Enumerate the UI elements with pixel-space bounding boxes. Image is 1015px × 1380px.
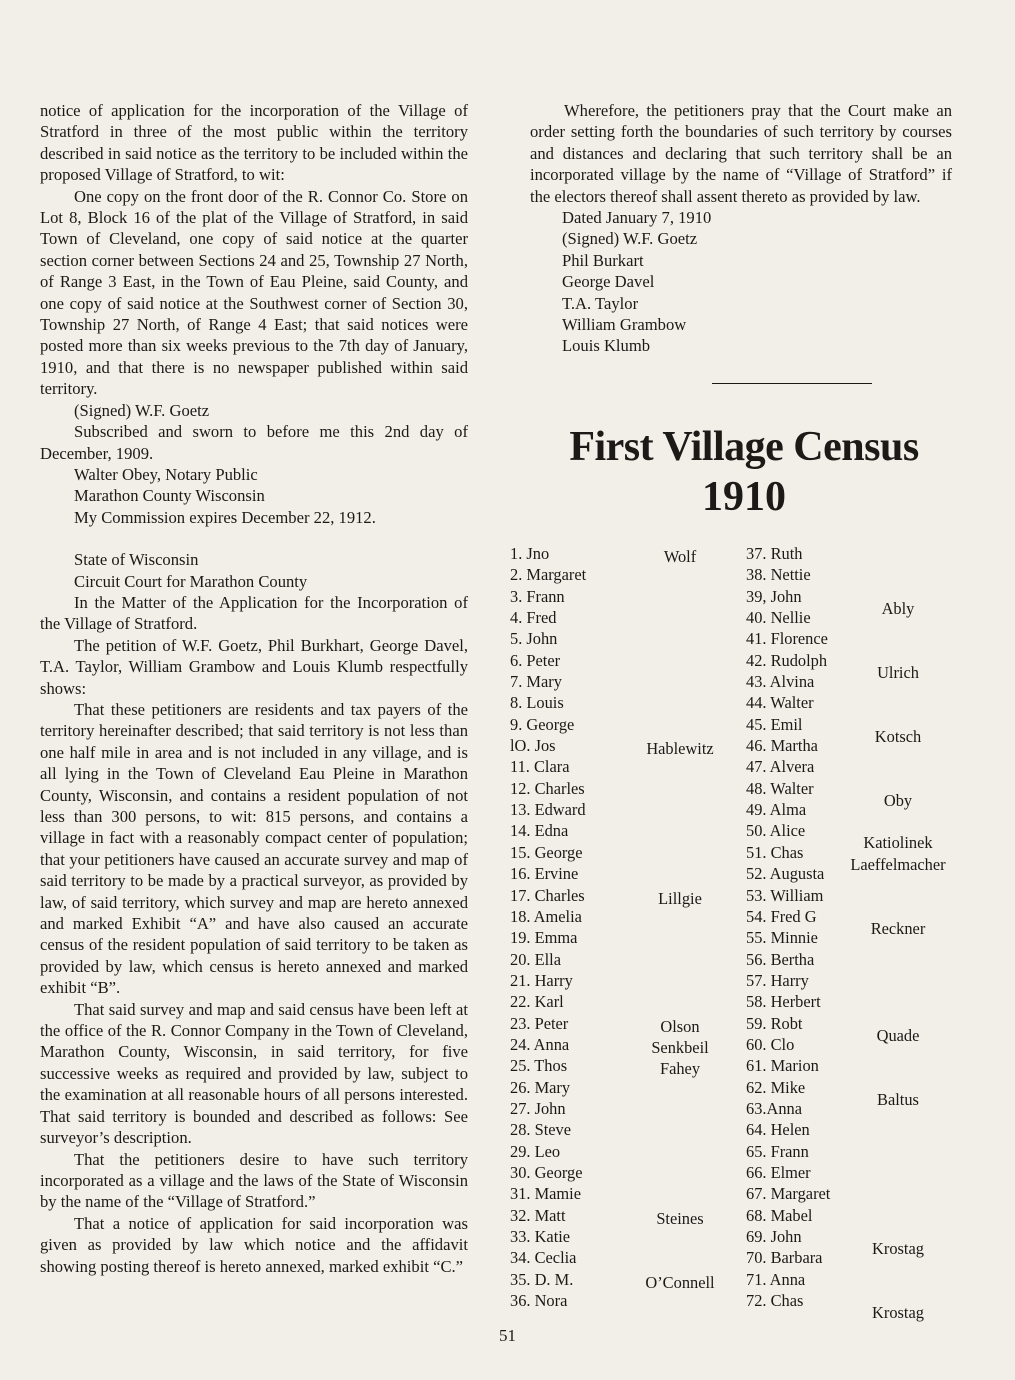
census-surname: Kotsch (874, 726, 922, 746)
census-given-name: 34. Ceclia (510, 1248, 577, 1268)
census-entry (746, 1183, 961, 1204)
census-given-name: 37. Ruth (746, 544, 803, 563)
census-entry (510, 1290, 735, 1311)
census-given-name: 19. Emma (510, 928, 578, 948)
census-given-name: 38. Nettie (746, 565, 811, 585)
census-given-name: 71. Anna (746, 1269, 806, 1289)
census-given-name: 30. George (510, 1162, 583, 1182)
census-given-name: 54. Fred G (746, 906, 817, 926)
census-given-name: 25. Thos (510, 1056, 568, 1076)
body-paragraph: Circuit Court for Marathon County (74, 571, 308, 591)
census-given-name: 11. Clara (510, 757, 570, 777)
census-given-name: 27. John (510, 1098, 566, 1118)
census-given-name: 9. George (510, 714, 575, 734)
census-entry (510, 885, 735, 906)
census-given-name: 50. Alice (746, 821, 806, 841)
census-given-name: 24. Anna (510, 1034, 570, 1054)
census-given-name: 46. Martha (746, 736, 818, 756)
census-entry (746, 628, 961, 649)
census-given-name: 63.Anna (746, 1098, 802, 1118)
census-surname: Ulrich (877, 662, 919, 682)
census-given-name: 66. Elmer (746, 1162, 811, 1182)
census-given-name: 22. Karl (510, 992, 564, 1012)
census-given-name: 39, John (746, 586, 802, 606)
census-given-name: 8. Louis (510, 693, 564, 713)
census-given-name: 44. Walter (746, 693, 814, 713)
census-entry (746, 927, 961, 948)
census-given-name: 20. Ella (510, 949, 561, 969)
census-surname: Hablewitz (646, 739, 714, 759)
census-entry (510, 1098, 735, 1119)
census-entry (510, 1013, 735, 1034)
body-paragraph: Subscribed and sworn to before me this 2nd day of December, 1909. (40, 422, 468, 463)
census-surname: Olson (660, 1016, 700, 1036)
census-entry (510, 799, 735, 820)
section-divider (712, 383, 872, 384)
census-given-name: 55. Minnie (746, 928, 818, 948)
census-entry (510, 671, 735, 692)
census-surname: Krostag (872, 1303, 924, 1323)
body-paragraph: My Commission expires December 22, 1912. (74, 507, 376, 527)
census-entry (510, 1162, 735, 1183)
census-surname: O’Connell (645, 1272, 715, 1292)
census-entry (746, 735, 961, 756)
census-entry (510, 1269, 735, 1290)
census-entry (510, 842, 735, 863)
census-year: 1910 (702, 474, 786, 520)
census-given-name: 65. Frann (746, 1141, 809, 1161)
page-number: 51 (499, 1326, 516, 1345)
census-given-name: 49. Alma (746, 800, 807, 820)
census-given-name: lO. Jos (510, 736, 556, 756)
census-given-name: 61. Marion (746, 1056, 819, 1076)
census-entry (510, 820, 735, 841)
census-entry (510, 650, 735, 671)
census-given-name: 7. Mary (510, 672, 562, 692)
body-paragraph: State of Wisconsin (74, 550, 199, 570)
census-surname: Oby (883, 790, 913, 810)
census-given-name: 1. Jno (510, 544, 550, 563)
census-entry (746, 607, 961, 628)
signature-line: George Davel (562, 272, 655, 292)
signature-line: (Signed) W.F. Goetz (562, 229, 698, 249)
body-paragraph: One copy on the front door of the R. Connor Co. Store on Lot 8, Block 16 of the plat of the Village of Stratford, in said Town of Cleveland, one copy of said notice at the quarter section corner between Sections 24 and 25, Township 27 North, of Range 3 East, in the Town of Eau Pleine, said County, and one copy of said notice at the Southwest corner of Section 30, Township 27 North, of Range 4 East; that said notices were posted more than six weeks previous to the 7th day of January, 1910, and that there is no newspaper published within said territory. (40, 186, 468, 399)
census-surname: Ably (881, 598, 915, 618)
census-given-name: 21. Harry (510, 970, 573, 990)
signature-block (530, 207, 952, 357)
census-surname: Fahey (659, 1059, 701, 1079)
body-paragraph: Walter Obey, Notary Public (74, 464, 258, 484)
signature-line: William Grambow (562, 315, 687, 335)
body-paragraph: In the Matter of the Application for the Incorporation of the Village of Stratford. (40, 592, 468, 634)
signature-line: Phil Burkart (562, 250, 644, 270)
census-entry (746, 970, 961, 991)
census-entry (510, 543, 735, 564)
census-entry (510, 970, 735, 991)
census-given-name: 67. Margaret (746, 1184, 831, 1204)
census-surname: Katiolinek (863, 833, 933, 853)
census-entry (510, 1183, 735, 1204)
census-given-name: 3. Frann (510, 586, 565, 606)
census-entry (510, 906, 735, 927)
left-column (40, 100, 468, 1277)
census-given-name: 28. Steve (510, 1120, 572, 1140)
census-entry (746, 885, 961, 906)
census-entry (510, 1119, 735, 1140)
body-paragraph: That these petitioners are residents and tax payers of the territory hereinafter described; that said territory is not less than one half mile in area and is not included in any village, and is all lying in the Town of Cleveland Eau Pleine in Marathon County, Wisconsin, and contains a resident population of not less than 300 persons, to wit: 815 persons, and contains a village in fact with a reasonably compact center of population; that your petitioners have caused an accurate survey and map of said territory to be made by a practical surveyor, as provided by law, of said territory, which survey and map are hereto annexed and marked Exhibit “A” and have also caused an accurate census of the resident population of said territory to be taken as provided by law, which census is hereto annexed and marked exhibit “B”. (40, 699, 468, 998)
census-entry (510, 586, 735, 607)
census-given-name: 17. Charles (510, 885, 585, 905)
census-entry (510, 1141, 735, 1162)
census-list-second (746, 543, 961, 1323)
census-given-name: 5. John (510, 629, 558, 649)
census-given-name: 40. Nellie (746, 608, 811, 628)
signature-line: Louis Klumb (562, 336, 651, 356)
census-given-name: 68. Mabel (746, 1205, 813, 1225)
census-entry (746, 543, 961, 564)
census-given-name: 42. Rudolph (746, 650, 828, 670)
body-paragraph: Marathon County Wisconsin (74, 486, 265, 506)
census-surname: Steines (656, 1208, 704, 1228)
census-given-name: 33. Katie (510, 1227, 571, 1246)
census-given-name: 72. Chas (746, 1291, 804, 1311)
census-given-name: 26. Mary (510, 1077, 571, 1097)
census-entry (746, 799, 961, 820)
census-surname: Lillgie (658, 888, 702, 908)
census-given-name: 2. Margaret (510, 565, 587, 585)
census-given-name: 62. Mike (746, 1077, 806, 1097)
census-surname: Quade (876, 1025, 920, 1045)
body-paragraph: That the petitioners desire to have such territory incorporated as a village and the laws of the State of Wisconsin by the name of the “Village of Stratford.” (40, 1149, 468, 1212)
census-surname: Senkbeil (651, 1037, 709, 1057)
census-given-name: 69. John (746, 1227, 802, 1246)
census-given-name: 14. Edna (510, 821, 569, 841)
census-given-name: 31. Mamie (510, 1184, 582, 1204)
census-entry (746, 564, 961, 585)
census-given-name: 53. William (746, 885, 824, 905)
census-given-name: 18. Amelia (510, 906, 582, 926)
census-entry (510, 1247, 735, 1268)
census-given-name: 12. Charles (510, 778, 585, 798)
census-entry (510, 628, 735, 649)
census-given-name: 52. Augusta (746, 864, 825, 884)
census-given-name: 35. D. M. (510, 1269, 574, 1289)
census-entry (746, 692, 961, 713)
census-entry (746, 756, 961, 777)
body-paragraph: (Signed) W.F. Goetz (74, 400, 210, 420)
body-paragraph: notice of application for the incorporation of the Village of Stratford in three of the most public within the territory described in said notice as the territory to be included within the proposed Village of Stratford, to wit: (40, 101, 468, 185)
petition-paragraph: Wherefore, the petitioners pray that the Court make an order setting forth the boundaries of such territory by courses and distances and declaring that such territory shall be an incorporated village by the name of “Village of Stratford” if the electors thereof shall assent thereto as provided by law. (530, 101, 952, 206)
census-given-name: 4. Fred (510, 608, 557, 628)
census-title: First Village Census (569, 424, 919, 470)
body-paragraph: That a notice of application for said incorporation was given as provided by law which notice and the affidavit showing posting thereof is hereto annexed, marked exhibit “C.” (40, 1213, 468, 1276)
census-entry (746, 1119, 961, 1140)
census-entry (510, 991, 735, 1012)
census-given-name: 70. Barbara (746, 1248, 823, 1268)
census-given-name: 6. Peter (510, 650, 561, 670)
census-given-name: 45. Emil (746, 714, 803, 734)
census-given-name: 23. Peter (510, 1013, 569, 1033)
census-given-name: 60. Clo (746, 1034, 795, 1054)
census-entry (746, 1205, 961, 1226)
census-surname: Laeffelmacher (850, 854, 946, 874)
census-given-name: 51. Chas (746, 842, 804, 862)
census-given-name: 41. Florence (746, 629, 828, 649)
census-surname: Baltus (877, 1089, 919, 1109)
body-paragraph: That said survey and map and said census have been left at the office of the R. Connor Company in the Town of Cleveland, Marathon County, Wisconsin, in said territory, for five successive weeks as required and provided by law, subject to the examination at all reasonable hours of all persons interested. That said territory is bounded and described as follows: See surveyor’s description. (40, 999, 468, 1148)
census-given-name: 36. Nora (510, 1291, 568, 1311)
census-surname: Reckner (870, 918, 926, 938)
signature-line: T.A. Taylor (562, 293, 639, 313)
census-given-name: 59. Robt (746, 1013, 803, 1033)
census-entry (510, 1077, 735, 1098)
census-entry (746, 863, 961, 884)
census-given-name: 32. Matt (510, 1205, 566, 1225)
census-entry (746, 1247, 961, 1268)
census-given-name: 57. Harry (746, 970, 809, 990)
paragraph-spacer (40, 528, 468, 549)
census-entry (510, 863, 735, 884)
census-entry (510, 714, 735, 735)
census-entry (746, 1098, 961, 1119)
census-given-name: 56. Bertha (746, 949, 815, 969)
census-entry (510, 756, 735, 777)
right-column (530, 100, 952, 357)
census-entry (746, 1269, 961, 1290)
census-surname: Wolf (663, 547, 697, 566)
census-given-name: 16. Ervine (510, 864, 579, 884)
census-entry (510, 607, 735, 628)
census-entry (510, 1034, 735, 1055)
census-given-name: 64. Helen (746, 1120, 810, 1140)
census-entry (510, 1205, 735, 1226)
census-entry (510, 778, 735, 799)
body-paragraph: The petition of W.F. Goetz, Phil Burkhart, George Davel, T.A. Taylor, William Grambow and Louis Klumb respectfully shows: (40, 635, 468, 698)
census-entry (746, 1162, 961, 1183)
census-entry (510, 692, 735, 713)
census-entry (746, 671, 961, 692)
census-entry (746, 949, 961, 970)
census-entry (746, 1141, 961, 1162)
signature-line: Dated January 7, 1910 (562, 208, 712, 228)
census-given-name: 13. Edward (510, 800, 586, 820)
census-given-name: 29. Leo (510, 1141, 561, 1161)
census-given-name: 47. Alvera (746, 757, 815, 777)
census-entry (510, 735, 735, 759)
census-given-name: 48. Walter (746, 778, 814, 798)
census-entry (746, 991, 961, 1012)
census-given-name: 15. George (510, 842, 583, 862)
census-entry (510, 1226, 735, 1247)
census-entry (510, 564, 735, 585)
census-entry (510, 927, 735, 948)
census-given-name: 43. Alvina (746, 672, 815, 692)
census-given-name: 58. Herbert (746, 992, 821, 1012)
census-entry (746, 1055, 961, 1076)
census-surname: Krostag (872, 1239, 924, 1258)
census-entry (510, 949, 735, 970)
census-entry (510, 1055, 735, 1079)
census-entry (746, 1290, 961, 1323)
census-list-first (510, 543, 735, 1311)
census-entry (746, 1034, 961, 1055)
